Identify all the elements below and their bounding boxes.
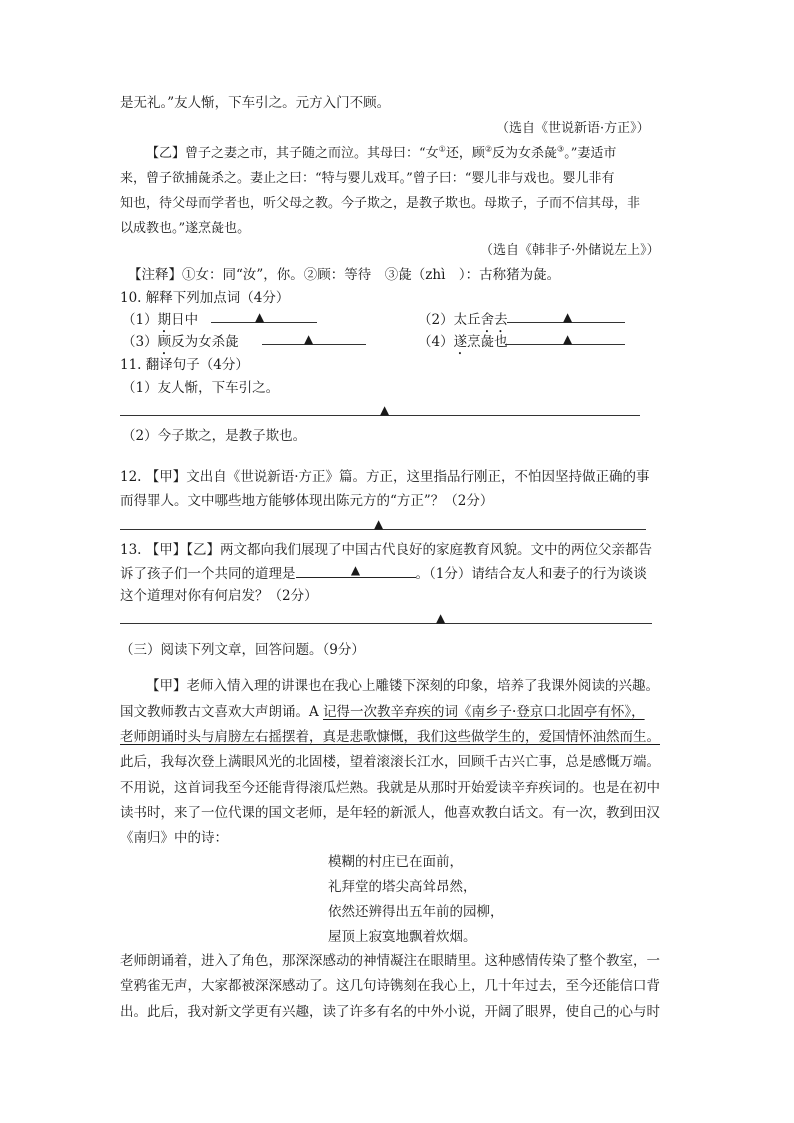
passage-line-4: 此后，我每次登上满眼风光的北固楼，望着滚滚长江水，回顾千古兴亡事，总是感慨万端。 — [120, 754, 660, 770]
source-jia: （选自《世说新语·方正》） — [496, 121, 650, 136]
q10-marker-4: ▲ — [563, 332, 573, 346]
q13-answer-line[interactable] — [120, 623, 652, 624]
q10-marker-3: ▲ — [304, 332, 314, 346]
q12-marker: ▲ — [374, 517, 384, 531]
q13-line-1: 13. 【甲】【乙】两文都向我们展现了中国古代良好的家庭教育风貌。文中的两位父亲都告 — [120, 542, 653, 558]
yi-line-3: 知也，待父母而学者也，听父母之教。今子欺之，是教子欺也。母欺子，子而不信其母，非 — [120, 196, 641, 211]
passage-line-5: 不用说，这首词我至今还能背得滚瓜烂熟。我就是从那时开始爱读辛弃疾词的。也是在初中 — [120, 780, 660, 796]
yi-line-4: 以成教也。”遂烹彘也。 — [120, 221, 251, 236]
q10-marker-2: ▲ — [563, 310, 573, 324]
q12-line-2: 而得罪人。文中哪些地方能够体现出陈元方的“方正”？（2分） — [120, 493, 494, 509]
source-yi: （选自《韩非子·外储说左上》） — [480, 243, 660, 258]
q10-blank-3[interactable] — [262, 344, 366, 345]
passage-line-10: 出。此后，我对新文学更有兴趣，读了许多有名的中外小说，开阔了眼界，使自己的心与时 — [120, 1004, 660, 1020]
q10-title: 10. 解释下列加点词（4分） — [120, 290, 290, 306]
passage-line-3: 老师朗诵时头与肩膀左右摇摆着，真是悲歌慷慨，我们这些做学生的，爱国情怀油然而生。 — [120, 729, 660, 745]
q10-item-2: （2）太丘舍去 — [418, 312, 508, 328]
q13-blank[interactable] — [296, 563, 416, 578]
q12-line-1: 12. 【甲】文出自《世说新语·方正》篇。方正，这里指品行刚正，不怕因坚持做正确的事 — [120, 469, 650, 485]
passage-line-6: 读书时，来了一位代课的国文老师，是年轻的新派人，他喜欢教白话文。有一次，教到田汉 — [120, 805, 660, 821]
q10-marker-1: ▲ — [255, 310, 265, 324]
poem-line-4: 屋顶上寂寞地飘着炊烟。 — [328, 929, 477, 945]
q11-title: 11. 翻译句子（4分） — [120, 357, 249, 373]
jia-text-end: 是无礼。”友人惭，下车引之。元方入门不顾。 — [120, 95, 391, 111]
notes: 【注释】①女：同“汝”，你。②顾：等待 ③彘（zhì ）：古称猪为彘。 — [128, 267, 561, 283]
q13-line-2: 诉了孩子们一个共同的道理是 ▲ 。（1分）请结合友人和妻子的行为谈谈 — [120, 563, 647, 582]
q13-marker: ▲ — [436, 611, 446, 625]
q11-marker-1: ▲ — [380, 403, 390, 417]
q10-item-3: （3）顾反为女杀彘 — [122, 334, 239, 350]
poem-line-1: 模糊的村庄已在面前， — [328, 854, 463, 870]
q11-sentence-2: （2）今子欺之，是教子欺也。 — [122, 428, 307, 444]
passage-line-9: 堂鸦雀无声，大家都被深深感动了。这几句诗镌刻在我心上，几十年过去，至今还能信口背 — [120, 978, 660, 994]
yi-line-1: 【乙】曾子之妻之市，其子随之而泣。其母曰：“女①还，顾②反为女杀彘③。”妻适市 — [146, 144, 617, 161]
passage-line-8: 老师朗诵着，进入了角色，那深深感动的神情凝注在眼睛里。这种感情传染了整个教室，一 — [120, 953, 660, 969]
section-3-heading: （三）阅读下列文章，回答问题。（9分） — [120, 642, 365, 658]
poem-line-2: 礼拜堂的塔尖高耸昂然， — [328, 879, 477, 895]
passage-line-2: 国文教师教古文喜欢大声朗诵。A 记得一次教辛弃疾的词《南乡子·登京口北固亭有怀》， — [120, 704, 645, 720]
yi-line-2: 来，曾子欲捕彘杀之。妻止之曰：“特与婴儿戏耳。”曾子曰：“婴儿非与戏也。婴儿非有 — [120, 171, 615, 186]
q13-line-3: 这个道理对你有何启发？（2分） — [120, 588, 318, 604]
q10-item-4: （4）遂烹彘也 — [418, 334, 508, 350]
q13-blank-marker: ▲ — [350, 563, 361, 577]
q11-sentence-1: （1）友人惭，下车引之。 — [122, 380, 280, 396]
poem-line-3: 依然还辨得出五年前的园柳， — [328, 904, 504, 920]
passage-line-1: 【甲】老师入情入理的讲课也在我心上雕镂下深刻的印象，培养了我课外阅读的兴趣。 — [146, 678, 659, 694]
q10-item-1: （1）期日中 — [122, 312, 199, 328]
passage-line-7: 《南归》中的诗： — [120, 830, 228, 846]
